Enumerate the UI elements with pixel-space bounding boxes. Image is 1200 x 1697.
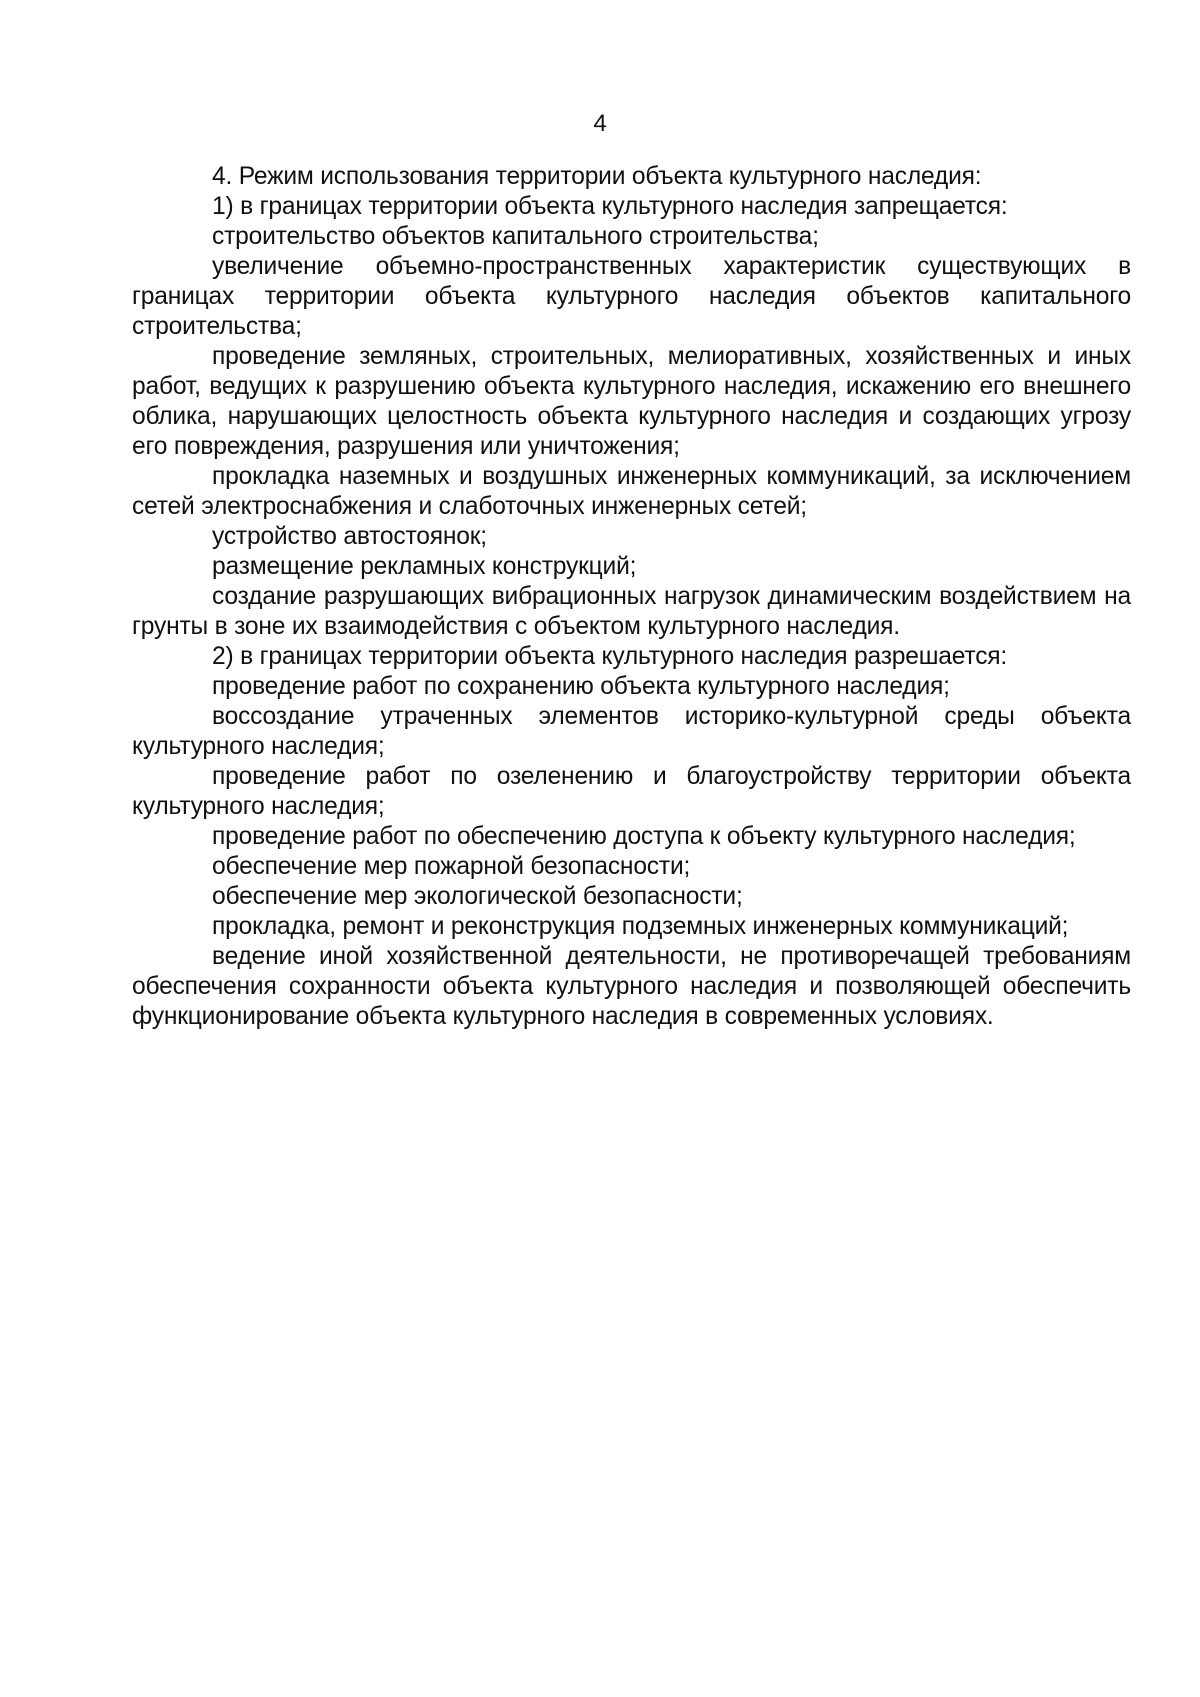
permitted-item: проведение работ по обеспечению доступа к объекту культурного наследия; [212, 823, 1076, 850]
document-body [132, 162, 1131, 1032]
permitted-item: проведение работ по сохранению объекта культурного наследия; [212, 673, 950, 700]
permitted-item: обеспечение мер пожарной безопасности; [212, 853, 691, 880]
prohibited-item: размещение рекламных конструкций; [212, 553, 637, 580]
prohibited-list-heading: 1) в границах территории объекта культурного наследия запрещается: [212, 193, 1008, 220]
permitted-list-heading: 2) в границах территории объекта культурного наследия разрешается: [212, 643, 1008, 670]
prohibited-item: увеличение объемно-пространственных характеристик существующих в границах территории объекта культурного наследия объектов капитального строительства; [132, 253, 1131, 340]
permitted-item: прокладка, ремонт и реконструкция подземных инженерных коммуникаций; [212, 913, 1069, 940]
permitted-item: обеспечение мер экологической безопасности; [212, 883, 743, 910]
permitted-item: проведение работ по озеленению и благоустройству территории объекта культурного наследия; [132, 763, 1131, 820]
page-number: 4 [593, 110, 607, 137]
prohibited-item: проведение земляных, строительных, мелиоративных, хозяйственных и иных работ, ведущих к разрушению объекта культурного наследия, искажению его внешнего облика, нарушающих целостность объекта культурного наследия и создающих угрозу его повреждения, разрушения или уничтожения; [132, 343, 1131, 460]
permitted-item: ведение иной хозяйственной деятельности, не противоречащей требованиям обеспечения сохранности объекта культурного наследия и позволяющей обеспечить функционирование объекта культурного наследия в современных условиях. [132, 943, 1131, 1030]
prohibited-item: строительство объектов капитального строительства; [212, 223, 819, 250]
prohibited-item: создание разрушающих вибрационных нагрузок динамическим воздействием на грунты в зоне их взаимодействия с объектом культурного наследия. [132, 583, 1131, 640]
section-heading: 4. Режим использования территории объекта культурного наследия: [212, 163, 982, 190]
prohibited-item: устройство автостоянок; [212, 523, 487, 550]
permitted-item: воссоздание утраченных элементов историко-культурной среды объекта культурного наследия; [132, 703, 1131, 760]
prohibited-item: прокладка наземных и воздушных инженерных коммуникаций, за исключением сетей электроснабжения и слаботочных инженерных сетей; [132, 463, 1131, 520]
